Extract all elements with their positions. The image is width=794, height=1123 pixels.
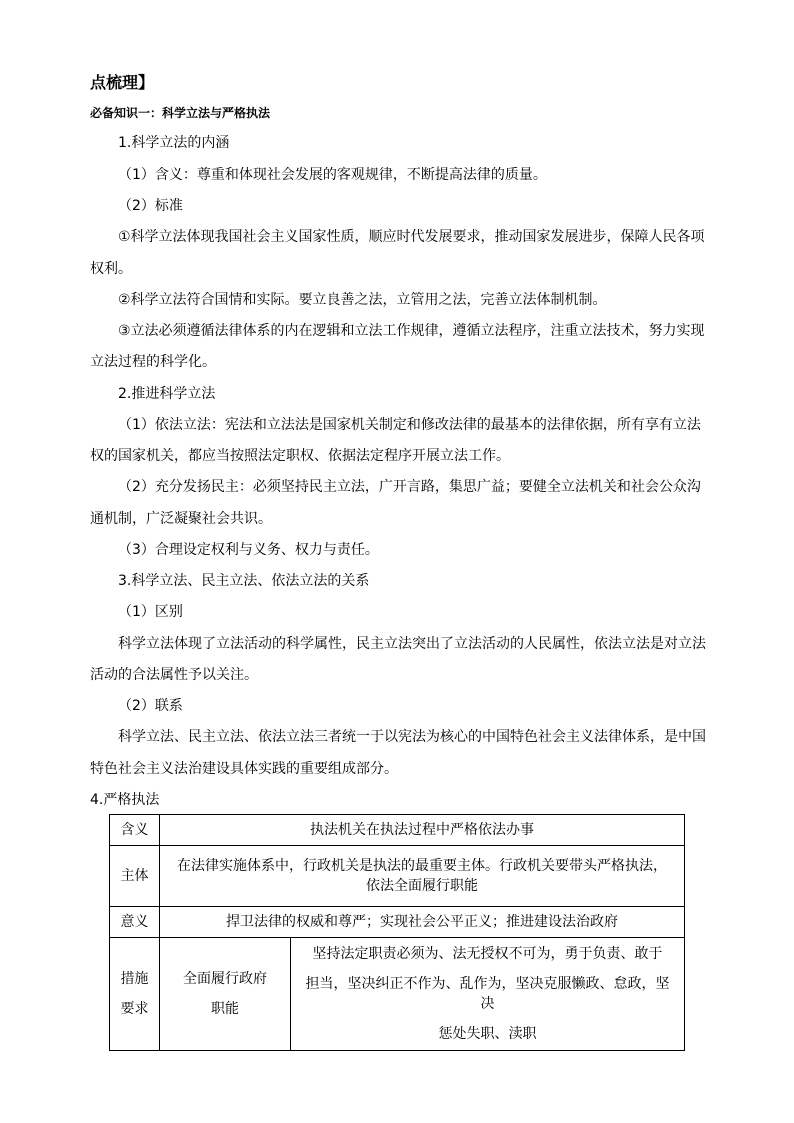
paragraph-line: 通机制，广泛凝聚社会共识。 xyxy=(90,511,272,527)
cell-text-line: 惩处失职、渎职 xyxy=(438,1026,537,1042)
paragraph-line: 1.科学立法的内涵 xyxy=(118,135,230,151)
table-label-cell xyxy=(110,938,160,1051)
table-row xyxy=(110,907,685,938)
paragraph-line: 科学立法、民主立法、依法立法三者统一于以宪法为核心的中国特色社会主义法律体系，是中国 xyxy=(118,729,706,745)
paragraph-line: （2）标准 xyxy=(118,198,183,214)
cell-text-line: 要求 xyxy=(120,1001,149,1017)
table-label-cell: 意义 xyxy=(110,907,160,938)
table-row xyxy=(110,815,685,846)
paragraph-line: （1）含义：尊重和体现社会发展的客观规律，不断提高法律的质量。 xyxy=(118,167,547,183)
cell-text-line: 全面履行政府 xyxy=(183,971,267,987)
paragraph-line: ③立法必须遵循法律体系的内在逻辑和立法工作规律，遵循立法程序，注重立法技术，努力实现 xyxy=(118,323,705,339)
table-value-cell: 执法机关在执法过程中严格依法办事 xyxy=(160,815,685,846)
paragraph-line: （1）区别 xyxy=(118,604,183,620)
section-title: 必备知识一：科学立法与严格执法 xyxy=(90,106,271,120)
paragraph-line: ①科学立法体现我国社会主义国家性质，顺应时代发展要求，推动国家发展进步，保障人民各项 xyxy=(118,229,705,245)
table-subhead-cell xyxy=(160,938,291,1051)
table-row xyxy=(110,846,685,907)
table-value-cell xyxy=(160,846,685,907)
paragraph-line: 2.推进科学立法 xyxy=(118,386,216,402)
table-label-cell: 含义 xyxy=(110,815,160,846)
table-row xyxy=(110,938,685,1051)
paragraph-line: （2）充分发扬民主：必须坚持民主立法，广开言路，集思广益；要健全立法机关和社会公众沟 xyxy=(118,479,701,495)
paragraph-line: （1）依法立法：宪法和立法法是国家机关制定和修改法律的最基本的法律依据，所有享有立法 xyxy=(118,417,701,433)
cell-text-line: 措施 xyxy=(120,971,149,987)
table-label-cell: 主体 xyxy=(110,846,160,907)
table-value-cell: 捍卫法律的权威和尊严；实现社会公平正义；推进建设法治政府 xyxy=(160,907,685,938)
paragraph-line: （2）联系 xyxy=(118,698,183,714)
cell-text-line: 职能 xyxy=(211,1001,239,1017)
cell-text-line: 依法全面履行职能 xyxy=(366,878,478,894)
paragraph-line: 特色社会主义法治建设具体实践的重要组成部分。 xyxy=(90,761,398,777)
cell-text-line: 坚持法定职责必须为、法无授权不可为，勇于负责、敢于 xyxy=(312,946,663,962)
strict-enforcement-table xyxy=(109,814,685,1051)
table-value-cell xyxy=(291,938,685,1051)
page-heading: 点梳理】 xyxy=(90,73,155,92)
paragraph-line: 权利。 xyxy=(90,261,132,277)
paragraph-line: 4.严格执法 xyxy=(90,792,160,808)
paragraph-line: 立法过程的科学化。 xyxy=(90,354,216,370)
paragraph-line: 活动的合法属性予以关注。 xyxy=(90,667,258,683)
paragraph-line: 3.科学立法、民主立法、依法立法的关系 xyxy=(118,573,370,589)
paragraph-line: （3）合理设定权利与义务、权力与责任。 xyxy=(118,542,379,558)
paragraph-line: 科学立法体现了立法活动的科学属性，民主立法突出了立法活动的人民属性，依法立法是对立法 xyxy=(118,636,706,652)
paragraph-line: 权的国家机关，都应当按照法定职权、依据法定程序开展立法工作。 xyxy=(90,448,510,464)
cell-text-line: 担当，坚决纠正不作为、乱作为，坚决克服懒政、怠政，坚决 xyxy=(305,976,670,1012)
cell-text-line: 在法律实施体系中，行政机关是执法的最重要主体。行政机关要带头严格执法， xyxy=(177,858,667,874)
paragraph-line: ②科学立法符合国情和实际。要立良善之法，立管用之法，完善立法体制机制。 xyxy=(118,292,607,308)
